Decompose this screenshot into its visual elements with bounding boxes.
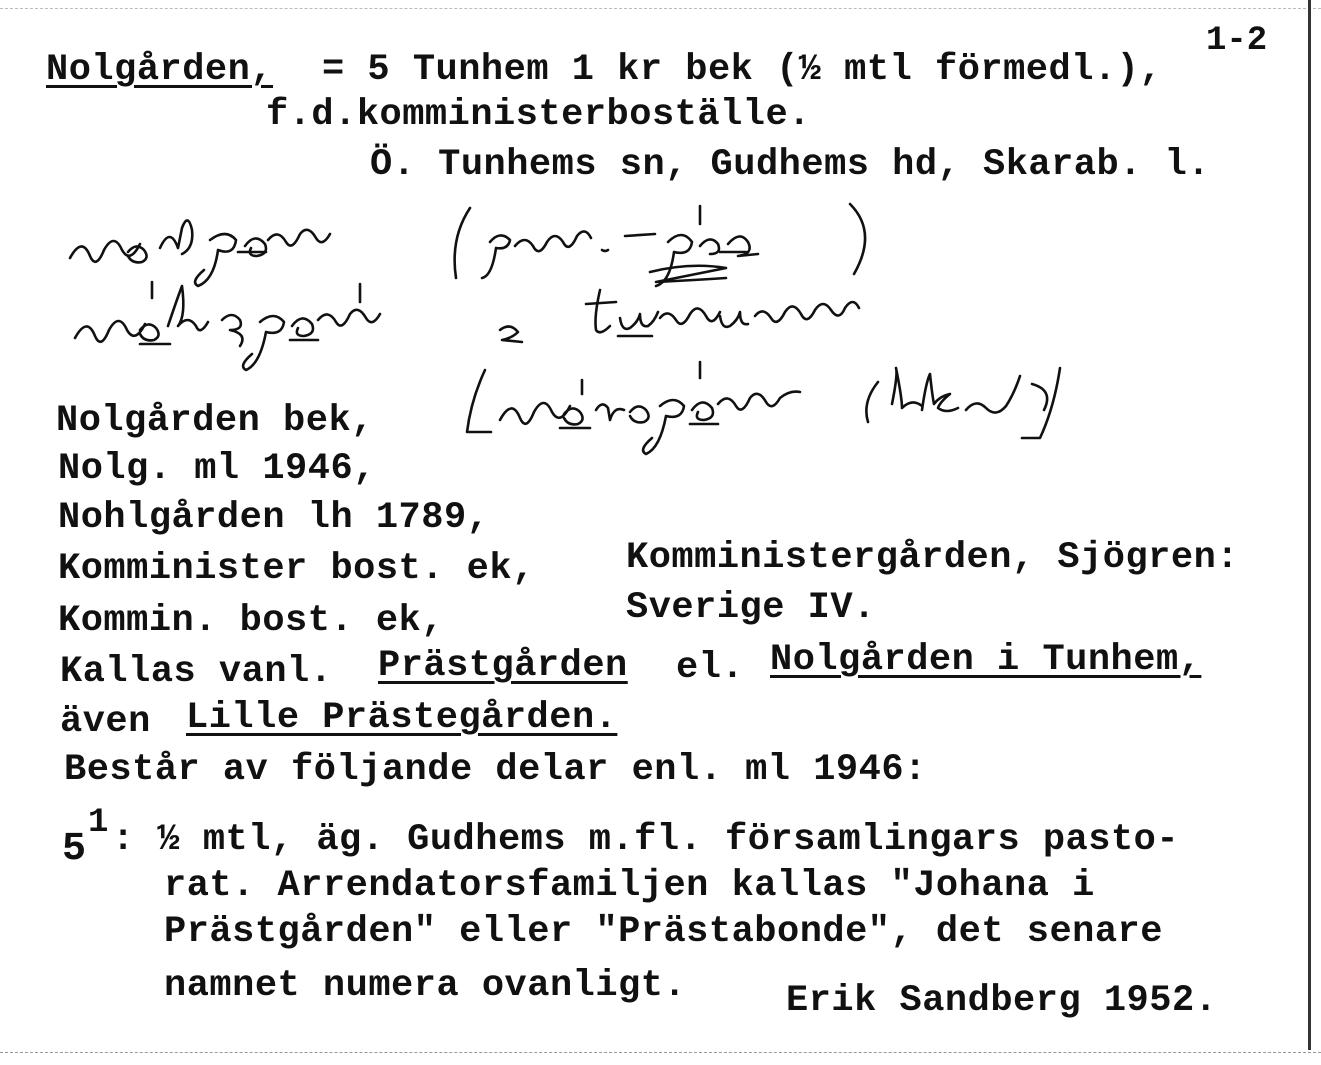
popular-name-intro: Kallas vanl. xyxy=(60,651,333,693)
header-line-1: = 5 Tunhem 1 kr bek (½ mtl förmedl.), xyxy=(322,49,1163,91)
header-line-2: f.d.komministerboställe. xyxy=(266,94,811,136)
source-form: Nolgården bek, xyxy=(56,400,374,442)
source-form: Kommin. bost. ek, xyxy=(58,600,444,642)
header-line-3: Ö. Tunhems sn, Gudhems hd, Skarab. l. xyxy=(370,144,1211,186)
source-form: Nohlgården lh 1789, xyxy=(58,497,490,539)
source-form: Komminister bost. ek, xyxy=(58,548,535,590)
part-number: 5 xyxy=(62,827,87,872)
parts-intro: Består av följande delar enl. ml 1946: xyxy=(64,749,927,791)
source-form: Nolg. ml 1946, xyxy=(58,448,376,490)
part-line-4: namnet numera ovanligt. xyxy=(164,965,687,1007)
popular-name-lille-prastegarden: Lille Prästegården. xyxy=(186,697,618,739)
popular-name-prastgarden: Prästgården xyxy=(378,645,628,687)
side-note-line-2: Sverige IV. xyxy=(626,587,876,629)
popular-name-also: även xyxy=(60,701,151,743)
part-number-superscript: 1 xyxy=(88,804,109,842)
part-line-2: rat. Arrendatorsfamiljen kallas "Johana i xyxy=(164,865,1095,907)
header-superscript: 1-2 xyxy=(1206,22,1268,60)
popular-name-nolgarden-i-tunhem: Nolgården i Tunhem, xyxy=(770,639,1202,681)
place-name-heading: Nolgården, xyxy=(46,49,274,91)
signature: Erik Sandberg 1952. xyxy=(786,980,1218,1022)
popular-name-or: el. xyxy=(676,647,745,689)
part-line-3: Prästgården" eller "Prästabonde", det senare xyxy=(164,911,1163,953)
part-line-1: : ½ mtl, äg. Gudhems m.fl. församlingars pasto- xyxy=(112,819,1180,861)
side-note-line-1: Komministergården, Sjögren: xyxy=(626,537,1239,579)
